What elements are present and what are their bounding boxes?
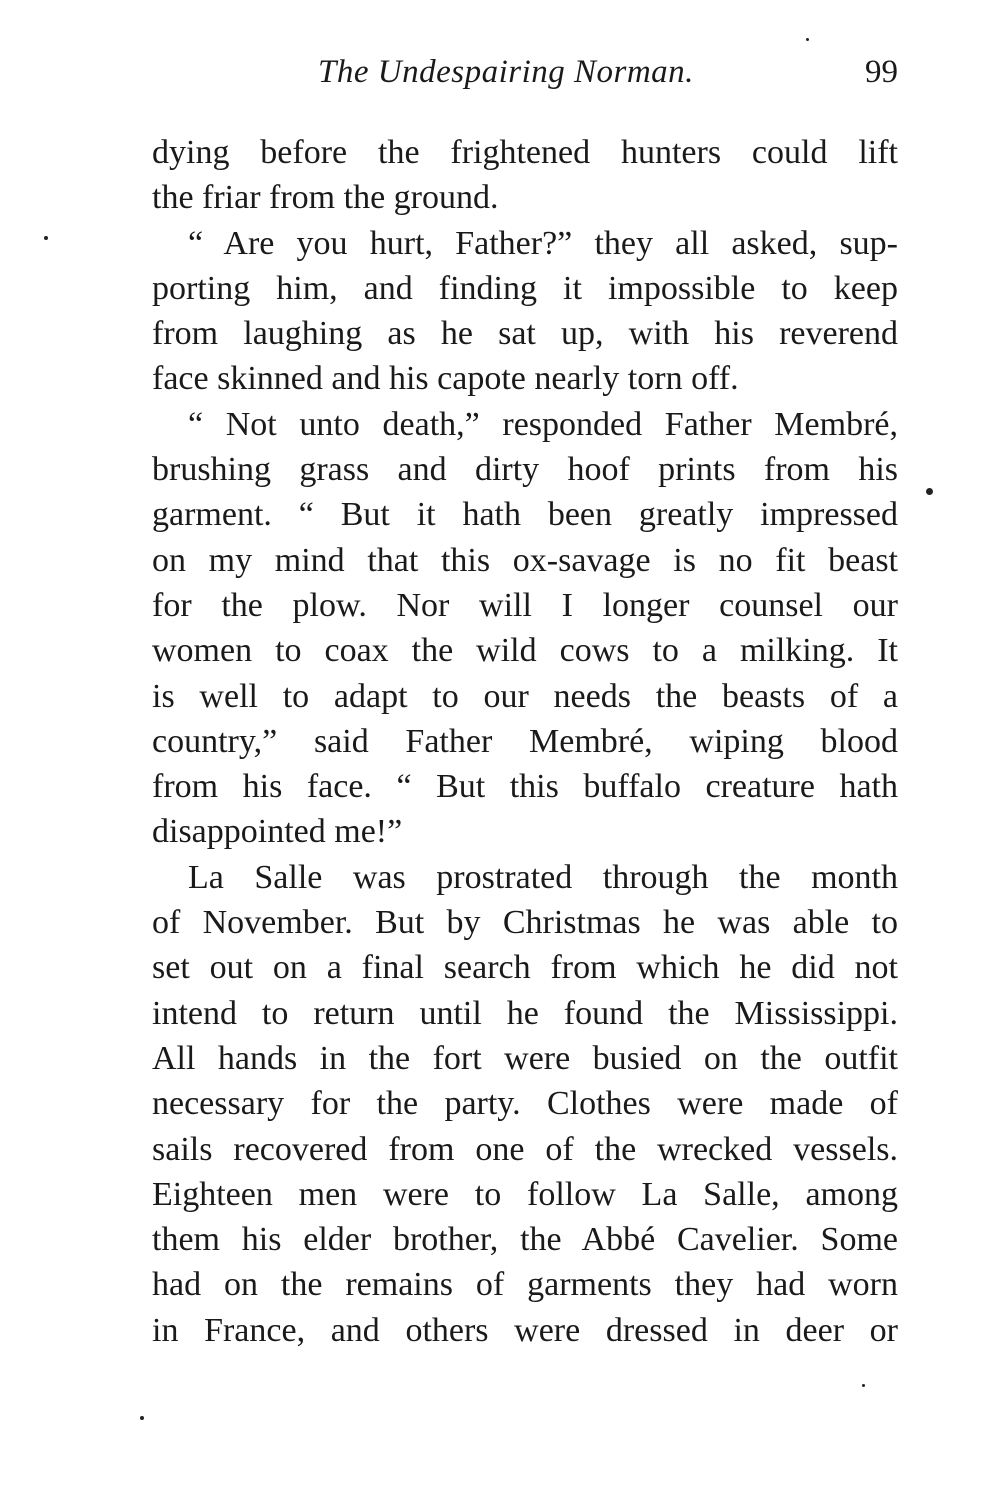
scan-speck [926, 488, 933, 495]
text-line: La Salle was prostrated through the month [188, 858, 898, 896]
scan-speck [140, 1416, 144, 1420]
text-line: women to coax the wild cows to a milking. It [152, 632, 898, 670]
text-line: intend to return until he found the Mississippi. [152, 994, 898, 1032]
text-line: from laughing as he sat up, with his reverend [152, 315, 898, 353]
text-line: sails recovered from one of the wrecked vessels. [152, 1130, 898, 1168]
text-line: for the plow. Nor will I longer counsel our [152, 586, 898, 624]
text-line: Eighteen men were to follow La Salle, among [152, 1175, 898, 1213]
text-line: dying before the frightened hunters could lift [152, 134, 898, 171]
text-line: garment. “ But it hath been greatly impressed [152, 496, 898, 534]
text-line: from his face. “ But this buffalo creature hath [152, 768, 898, 806]
text-line: had on the remains of garments they had worn [152, 1266, 898, 1304]
text-line: brushing grass and dirty hoof prints from his [152, 451, 898, 489]
text-line: porting him, and finding it impossible to keep [152, 269, 898, 307]
text-line: them his elder brother, the Abbé Cavelier. Some [152, 1221, 898, 1259]
text-line: set out on a final search from which he did not [152, 949, 898, 987]
text-line: in France, and others were dressed in deer or [152, 1311, 898, 1349]
running-title: The Undespairing Norman. [318, 54, 694, 90]
text-line: All hands in the fort were busied on the outfit [152, 1039, 898, 1077]
text-line: disappointed me!” [152, 813, 403, 851]
body-text [152, 130, 898, 1353]
scan-speck [806, 38, 809, 41]
text-line: on my mind that this ox-savage is no fit beast [152, 541, 898, 579]
scan-speck [44, 236, 48, 240]
text-line: of November. But by Christmas he was able to [152, 904, 898, 942]
text-line: necessary for the party. Clothes were made of [152, 1085, 898, 1123]
text-line: is well to adapt to our needs the beasts of a [152, 677, 898, 715]
scan-speck [862, 1384, 865, 1387]
text-line: the friar from the ground. [152, 179, 499, 217]
page-number: 99 [865, 54, 898, 90]
running-head [152, 54, 898, 100]
text-line: country,” said Father Membré, wiping blood [152, 722, 898, 760]
text-line: face skinned and his capote nearly torn off. [152, 360, 739, 398]
text-line: “ Are you hurt, Father?” they all asked, sup- [188, 224, 898, 262]
text-line: “ Not unto death,” responded Father Membré, [188, 405, 898, 443]
